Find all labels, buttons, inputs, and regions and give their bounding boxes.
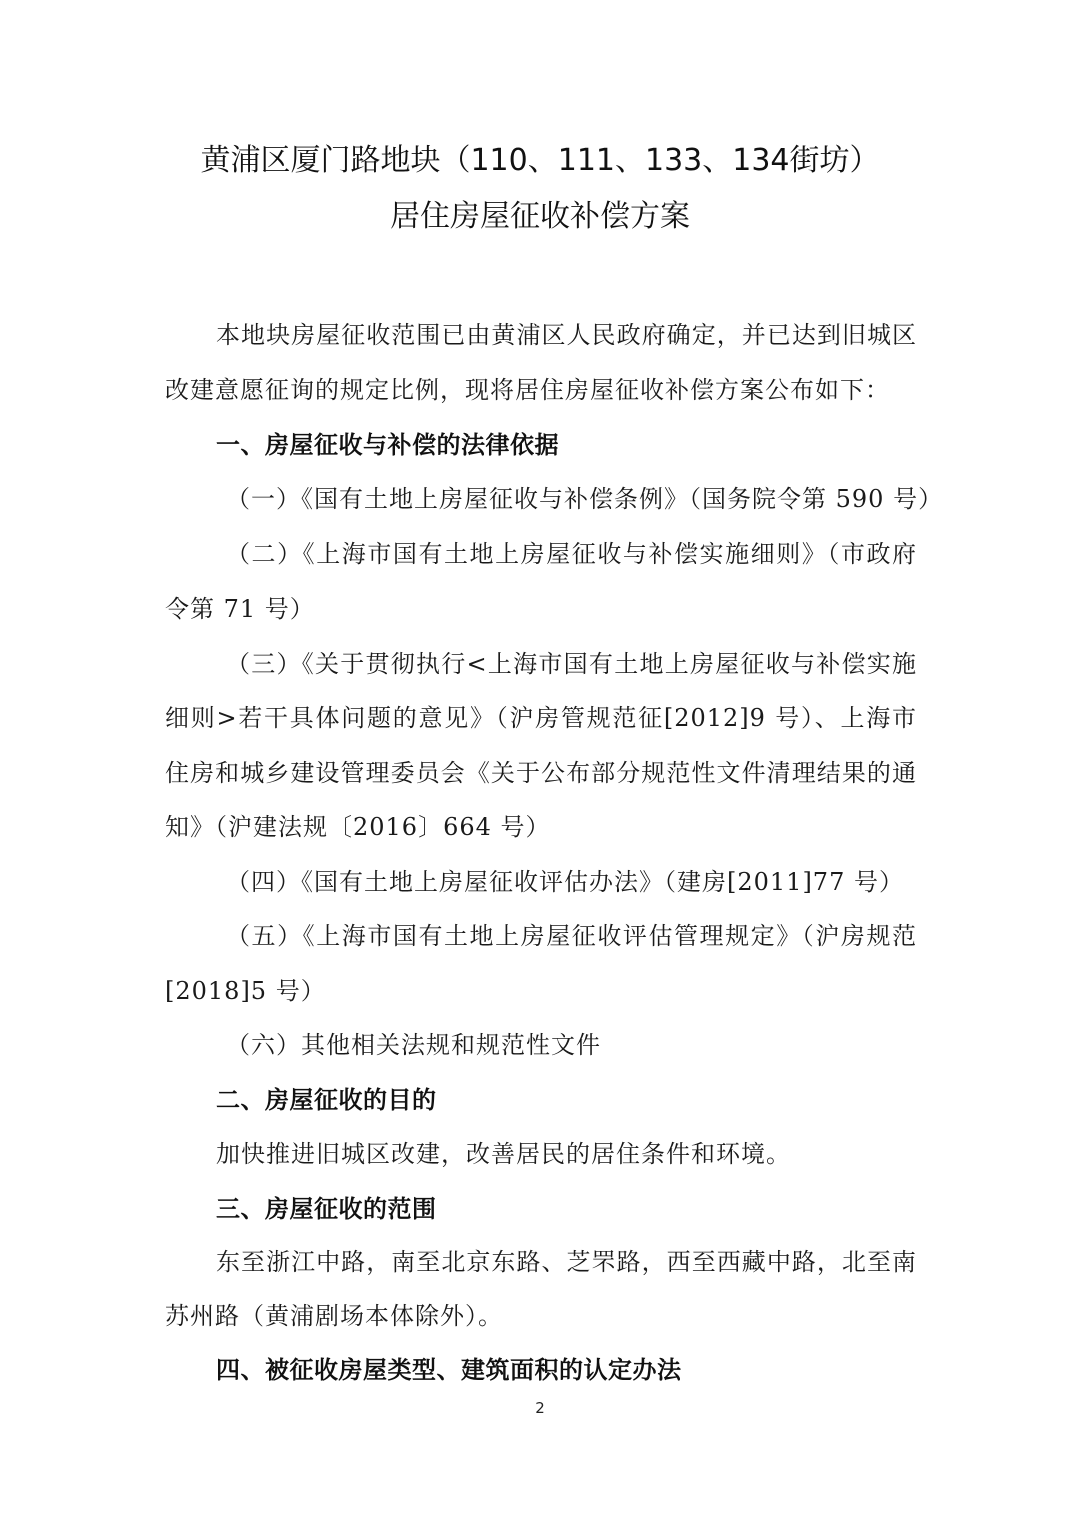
section-4-heading: 四、被征收房屋类型、建筑面积的认定办法 xyxy=(216,1356,682,1384)
basis-item-2-line-2: 令第 71 号） xyxy=(165,595,315,623)
intro-paragraph-line-1: 本地块房屋征收范围已由黄浦区人民政府确定，并已达到旧城区 xyxy=(216,321,917,349)
basis-item-5-line-2: [2018]5 号） xyxy=(165,977,326,1005)
basis-item-4: （四）《国有土地上房屋征收评估办法》（建房[2011]77 号） xyxy=(226,868,904,896)
basis-item-3-line-3: 住房和城乡建设管理委员会《关于公布部分规范性文件清理结果的通 xyxy=(165,759,917,787)
basis-item-6: （六）其他相关法规和规范性文件 xyxy=(226,1031,601,1059)
section-1-heading: 一、房屋征收与补偿的法律依据 xyxy=(216,431,559,459)
document-title-line-2: 居住房屋征收补偿方案 xyxy=(390,199,690,234)
section-2-body: 加快推进旧城区改建，改善居民的居住条件和环境。 xyxy=(216,1140,791,1168)
section-3-body-line-1: 东至浙江中路，南至北京东路、芝罘路，西至西藏中路，北至南 xyxy=(216,1248,917,1276)
section-3-body-line-2: 苏州路（黄浦剧场本体除外）。 xyxy=(165,1302,503,1330)
basis-item-1: （一）《国有土地上房屋征收与补偿条例》（国务院令第 590 号） xyxy=(226,485,944,513)
document-title-line-1: 黄浦区厦门路地块（110、111、133、134街坊） xyxy=(200,143,880,178)
basis-item-3-line-4: 知》（沪建法规〔2016〕664 号） xyxy=(165,813,551,841)
basis-item-2-line-1: （二）《上海市国有土地上房屋征收与补偿实施细则》（市政府 xyxy=(226,540,917,568)
section-3-heading: 三、房屋征收的范围 xyxy=(216,1195,437,1223)
intro-paragraph-line-2: 改建意愿征询的规定比例，现将居住房屋征收补偿方案公布如下： xyxy=(165,376,890,404)
basis-item-3-line-2: 细则>若干具体问题的意见》（沪房管规范征[2012]9 号）、上海市 xyxy=(165,704,917,732)
basis-item-5-line-1: （五）《上海市国有土地上房屋征收评估管理规定》（沪房规范 xyxy=(226,922,917,950)
basis-item-3-line-1: （三）《关于贯彻执行<上海市国有土地上房屋征收与补偿实施 xyxy=(226,650,917,678)
section-2-heading: 二、房屋征收的目的 xyxy=(216,1086,437,1114)
page-number: 2 xyxy=(535,1399,545,1417)
